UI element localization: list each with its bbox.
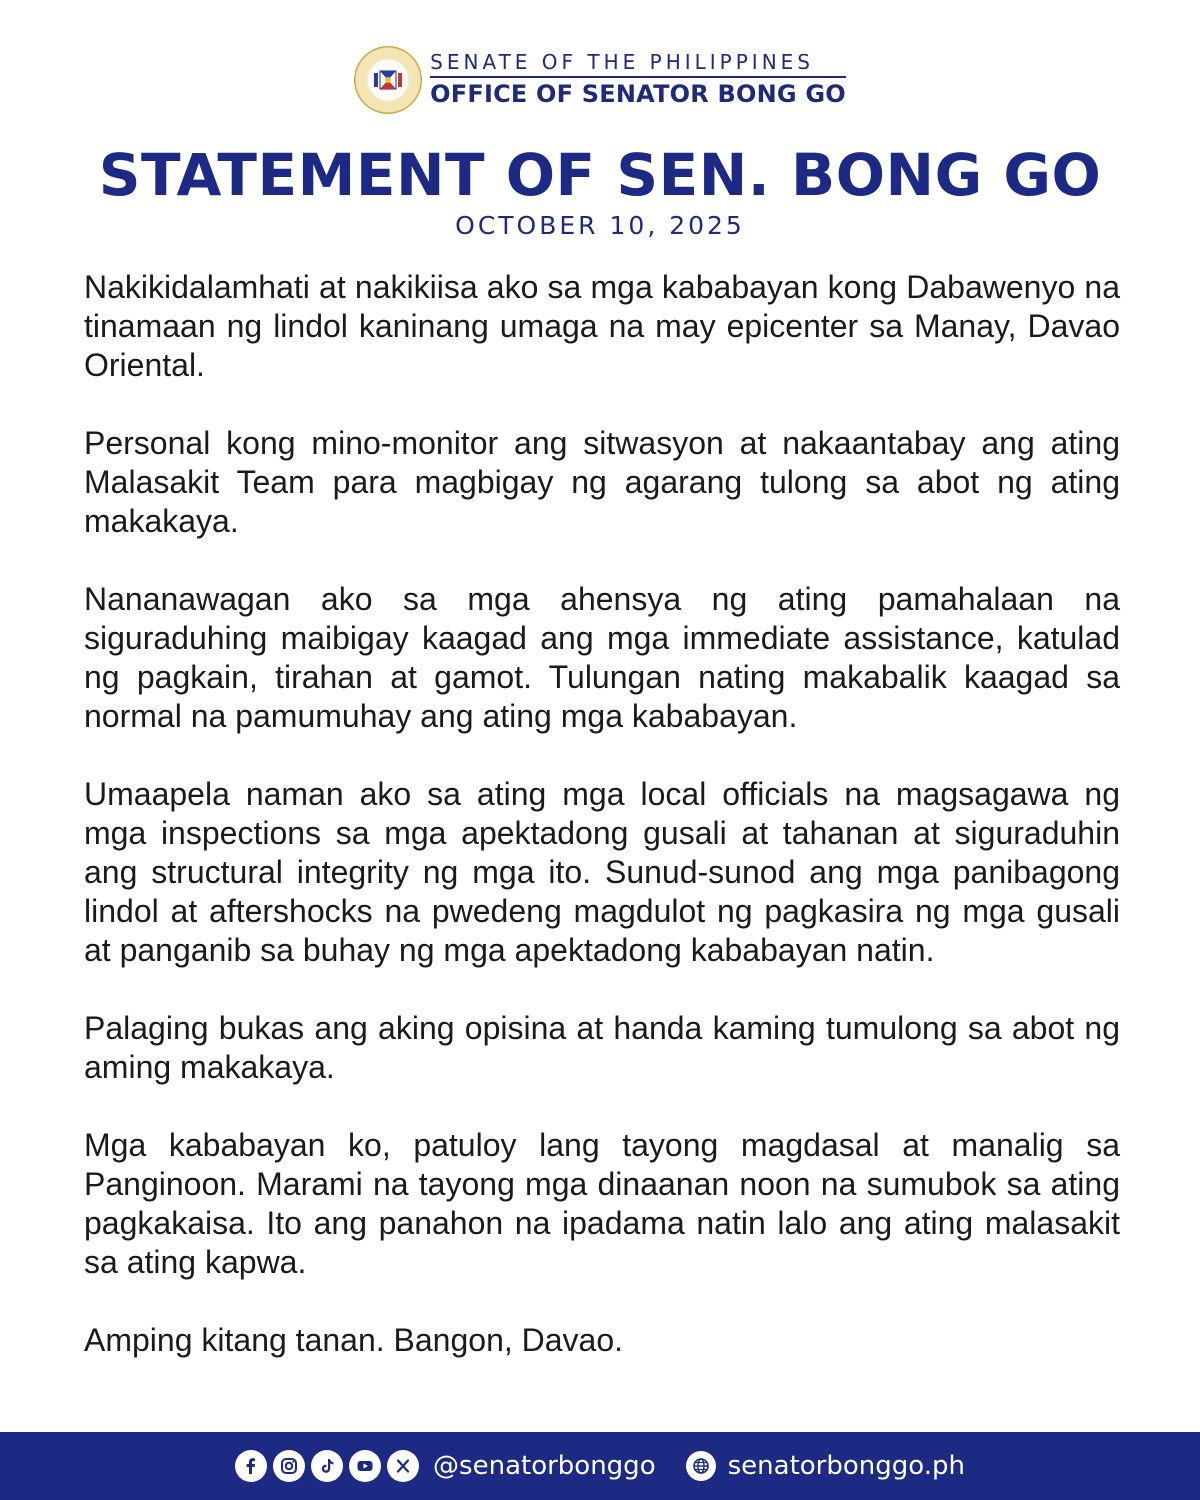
x-icon[interactable] bbox=[387, 1450, 419, 1482]
facebook-icon[interactable] bbox=[235, 1450, 267, 1482]
footer-bar bbox=[0, 1432, 1200, 1500]
globe-icon bbox=[686, 1451, 716, 1481]
statement-body bbox=[84, 268, 1120, 1360]
instagram-icon[interactable] bbox=[273, 1450, 305, 1482]
paragraph: Nakikidalamhati at nakikiisa ako sa mga kababayan kong Dabawenyo na tinamaan ng lindol kaninang umaga na may epicenter sa Manay, Davao Oriental. bbox=[84, 269, 1120, 383]
youtube-icon[interactable] bbox=[349, 1450, 381, 1482]
senate-seal-icon bbox=[354, 46, 422, 114]
office-header bbox=[0, 40, 1200, 120]
paragraph: Umaapela naman ako sa ating mga local officials na magsagawa ng mga inspections sa mga apektadong gusali at tahanan at siguraduhin ang structural integrity ng mga ito. Sunud-sunod ang mga panibagong lindol at aftershocks na pwedeng magdulot ng pagkasira ng mga gusali at panganib sa buhay ng mga apektadong kababayan natin. bbox=[84, 776, 1120, 968]
social-handle[interactable]: @senatorbonggo bbox=[433, 1451, 656, 1481]
paragraph: Palaging bukas ang aking opisina at handa kaming tumulong sa abot ng aming makakaya. bbox=[84, 1010, 1120, 1085]
statement-title: STATEMENT OF SEN. BONG GO bbox=[98, 141, 1102, 209]
office-name: OFFICE OF SENATOR BONG GO bbox=[430, 80, 846, 108]
statement-date: OCTOBER 10, 2025 bbox=[455, 211, 745, 240]
tiktok-icon[interactable] bbox=[311, 1450, 343, 1482]
paragraph: Nananawagan ako sa mga ahensya ng ating pamahalaan na siguraduhing maibigay kaagad ang mga immediate assistance, katulad ng pagkain, tirahan at gamot. Tulungan nating makabalik kaagad sa normal na pamumuhay ang ating mga kababayan. bbox=[84, 581, 1120, 734]
social-icons bbox=[235, 1450, 425, 1482]
website-link[interactable]: senatorbonggo.ph bbox=[727, 1451, 965, 1481]
paragraph: Amping kitang tanan. Bangon, Davao. bbox=[84, 1322, 624, 1358]
paragraph: Mga kababayan ko, patuloy lang tayong magdasal at manalig sa Panginoon. Marami na tayong mga dinaanan noon na sumubok sa ating pagkakaisa. Ito ang panahon na ipadama natin lalo ang ating malasakit sa ating kapwa. bbox=[84, 1127, 1120, 1280]
paragraph: Personal kong mino-monitor ang sitwasyon at nakaantabay ang ating Malasakit Team para magbigay ng agarang tulong sa abot ng ating makakaya. bbox=[84, 425, 1120, 539]
senate-name: SENATE OF THE PHILIPPINES bbox=[430, 50, 846, 78]
